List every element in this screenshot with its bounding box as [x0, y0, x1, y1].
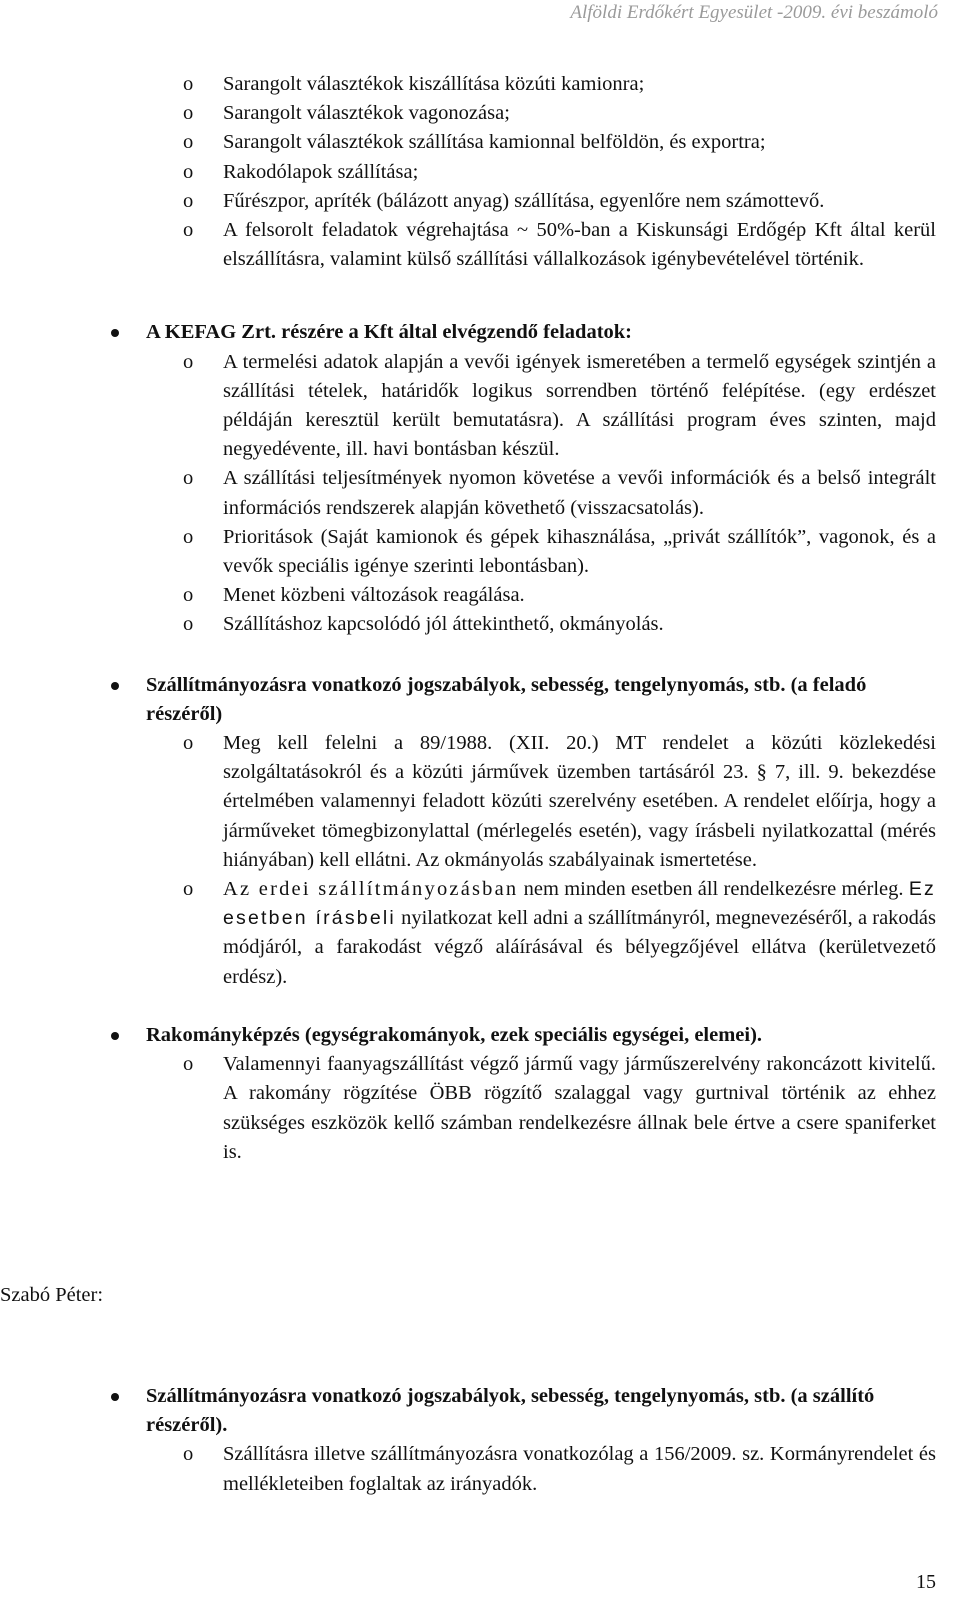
- document-body: [0, 70, 960, 1167]
- list-marker: o: [183, 467, 194, 490]
- list-item-text: A felsorolt feladatok végrehajtása ~ 50%-ban a Kiskunsági Erdőgép Kft által kerül elszállításra, valamint külső szállítási vállalkozások igénybevételével történik.: [223, 219, 936, 271]
- list-item-text: Szállításhoz kapcsolódó jól áttekinthető, okmányolás.: [223, 613, 664, 636]
- list-marker: o: [183, 878, 194, 901]
- list-item: [183, 729, 936, 875]
- list-item: [183, 128, 936, 157]
- list-item: [183, 610, 936, 639]
- list-marker: o: [183, 1443, 194, 1466]
- list-item-text: Sarangolt választékok kiszállítása közúti kamionra;: [223, 73, 645, 95]
- list-marker: o: [183, 102, 194, 125]
- spaced-text: Az erdei szállítmányozásban: [223, 878, 519, 901]
- list-item: [183, 216, 936, 274]
- list-item: [183, 1050, 936, 1167]
- list-marker: o: [183, 584, 194, 607]
- list-marker: o: [183, 73, 194, 95]
- list-item-text: Meg kell felelni a 89/1988. (XII. 20.) MT rendelet a közúti közlekedési szolgáltatásokról és a közúti járművek üzemben tartásáról 23. § 7, ill. 9. bekezdése értelmében valamennyi feladott közúti szerelvény esetében. A rendelet előírja, hogy a járműveket tömegbizonylattal (mérlegelés esetén), vagy írásbeli nyilatkozattal (mérés hiányában) kell ellátni. Az okmányolás szabályainak ismertetése.: [223, 732, 936, 871]
- list-item-text: [223, 875, 936, 992]
- bullet-section-kefag: [146, 318, 936, 347]
- list-item-text: Sarangolt választékok vagonozása;: [223, 102, 510, 125]
- list-item: [183, 875, 936, 992]
- list-item: [183, 581, 936, 610]
- list-marker: o: [183, 350, 194, 373]
- list-item: [183, 70, 936, 99]
- text-run: nyilatkozat kell adni a szállítmányról, megnevezéséről, a rakodás módjáról, a farakodást végző aláírásával és bélyegzőjével ellátva (kerületvezető erdész).: [223, 907, 936, 988]
- section-heading: Rakományképzés (egységrakományok, ezek speciális egységei, elemei).: [146, 1023, 763, 1046]
- bullet-section-regulations-sender: [146, 671, 936, 729]
- list-marker: o: [183, 131, 194, 154]
- bullet-dot-icon: [111, 1393, 119, 1401]
- list-item-text: Szállításra illetve szállítmányozásra vonatkozólag a 156/2009. sz. Kormányrendelet és mellékleteiben foglaltak az irányadók.: [223, 1443, 936, 1495]
- list-marker: o: [183, 189, 194, 212]
- page-number: 15: [916, 1571, 936, 1593]
- list-marker: o: [183, 525, 194, 548]
- list-item: [183, 99, 936, 128]
- list-marker: o: [183, 1053, 194, 1076]
- list-item-text: Fűrészpor, apríték (bálázott anyag) szállítása, egyenlőre nem számottevő.: [223, 189, 825, 212]
- list-item: [183, 158, 936, 187]
- list-item-text: A szállítási teljesítmények nyomon követése a vevői információk és a belső integrált információs rendszerek alapján követhető (visszacsatolás).: [223, 467, 936, 519]
- bullet-dot-icon: [111, 682, 119, 690]
- list-item-text: Rakodólapok szállítása;: [223, 160, 419, 183]
- list-item: [183, 523, 936, 581]
- section-heading: Szállítmányozásra vonatkozó jogszabályok, sebesség, tengelynyomás, stb. (a szállító részéről).: [146, 1385, 875, 1437]
- list-item: [183, 1440, 936, 1498]
- text-run: nem minden esetben áll rendelkezésre mérleg.: [518, 878, 909, 901]
- bullet-dot-icon: [111, 329, 119, 337]
- speaker-label: Szabó Péter:: [0, 1284, 104, 1306]
- list-marker: o: [183, 732, 194, 755]
- list-item-text: A termelési adatok alapján a vevői igények ismeretében a termelő egységek szintjén a szállítási tételek, határidők logikus sorrendben történő felépítése. (egy erdészet példáján keresztül került bemutatásra). A szállítási program éves szinten, majd negyedévente, ill. havi bontásban készül.: [223, 350, 936, 461]
- running-header: Alföldi Erdőkért Egyesület -2009. évi beszámoló: [570, 2, 938, 23]
- list-marker: o: [183, 160, 194, 183]
- section-heading: Szállítmányozásra vonatkozó jogszabályok, sebesség, tengelynyomás, stb. (a feladó részéről): [146, 673, 867, 725]
- list-item-text: Prioritások (Saját kamionok és gépek kihasználása, „privát szállítók”, vagonok, és a vevők speciális igénye szerinti lebontásban).: [223, 525, 936, 578]
- list-item: [183, 187, 936, 216]
- spaced-text: Ez esetben írásbeli: [223, 878, 936, 930]
- list-marker: o: [183, 613, 194, 636]
- bullet-dot-icon: [111, 1032, 119, 1040]
- list-marker: o: [183, 219, 194, 242]
- section-heading: A KEFAG Zrt. részére a Kft által elvégzendő feladatok:: [146, 321, 633, 344]
- carrier-section: [0, 1382, 960, 1499]
- list-item-text: Valamennyi faanyagszállítást végző jármű vagy járműszerelvény rakoncázott kivitelű. A rakomány rögzítése ÖBB rögzítő szalaggal vagy gurtnival történik az ehhez szükséges eszközök kellő számban rendelkezésre állnak bele értve a csere spaniferket is.: [223, 1053, 936, 1163]
- list-item-text: Menet közbeni változások reagálása.: [223, 584, 525, 607]
- bullet-section-load: [146, 1021, 936, 1050]
- list-item-text: Sarangolt választékok szállítása kamionnal belföldön, és exportra;: [223, 131, 766, 154]
- bullet-section-regulations-carrier: [146, 1382, 936, 1440]
- list-item: [183, 464, 936, 522]
- list-item: [183, 348, 936, 465]
